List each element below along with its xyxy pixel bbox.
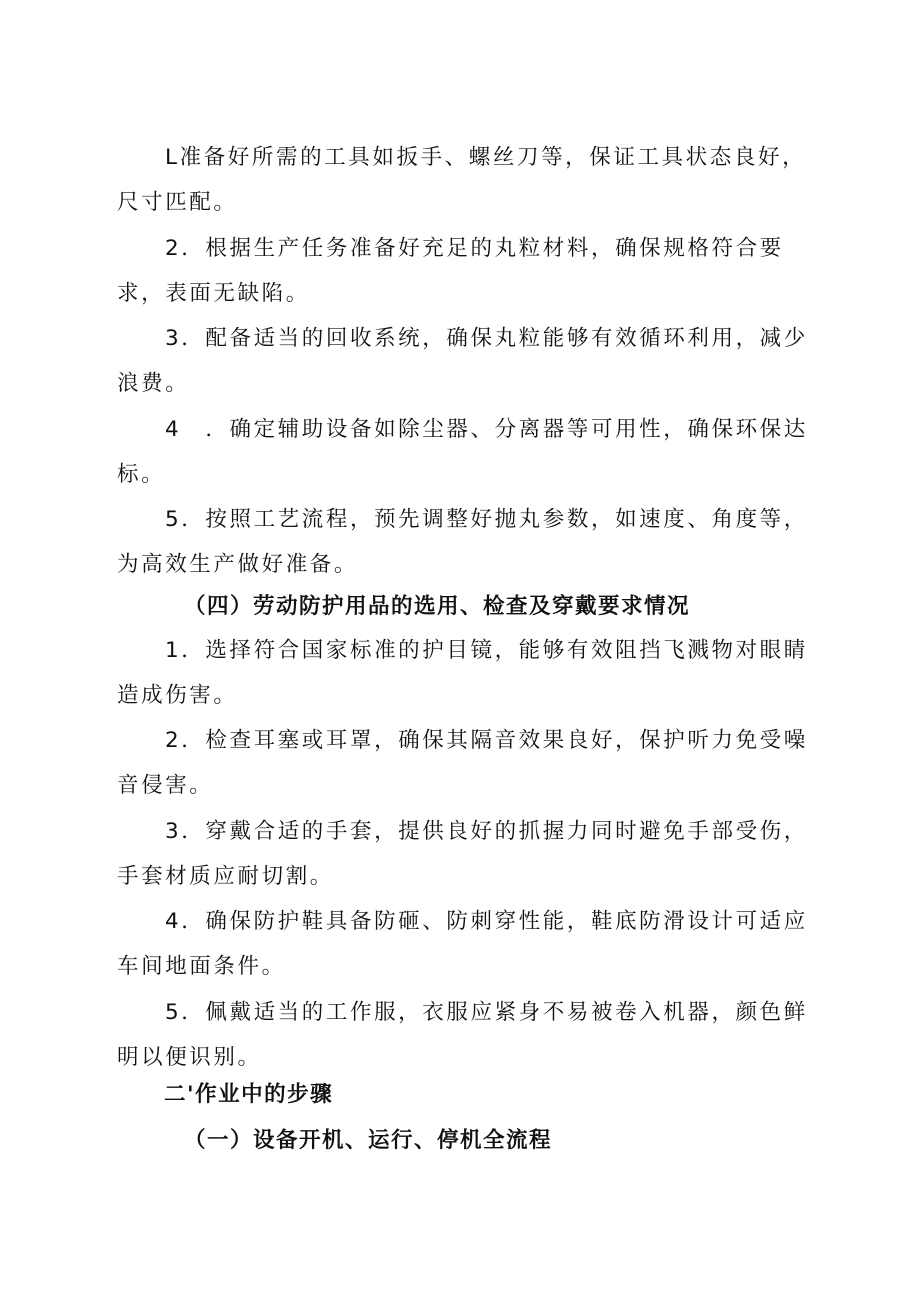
prep-item-5: 5．按照工艺流程，预先调整好抛丸参数，如速度、角度等，为高效生产做好准备。 <box>117 507 808 577</box>
prep-item-2: 2．根据生产任务准备好充足的丸粒材料，确保规格符合要求，表面无缺陷。 <box>117 236 784 306</box>
ppe-item-3: 3．穿戴合适的手套，提供良好的抓握力同时避免手部受伤，手套材质应耐切割。 <box>117 819 808 889</box>
prep-item-4: 4 ．确定辅助设备如除尘器、分离器等可用性，确保环保达标。 <box>117 417 808 487</box>
ppe-item-1: 1．选择符合国家标准的护目镜，能够有效阻挡飞溅物对眼睛造成伤害。 <box>117 638 808 708</box>
section-4-heading: （四）劳动防护用品的选用、检查及穿戴要求情况 <box>184 594 691 619</box>
chapter-2-heading: 二'作业中的步骤 <box>164 1082 334 1107</box>
ppe-item-4: 4．确保防护鞋具备防砸、防刺穿性能，鞋底防滑设计可适应车间地面条件。 <box>117 909 808 979</box>
ppe-item-2: 2．检查耳塞或耳罩，确保其隔音效果良好，保护听力免受噪音侵害。 <box>117 728 808 798</box>
prep-item-3: 3．配备适当的回收系统，确保丸粒能够有效循环利用，减少浪费。 <box>117 326 808 396</box>
subsection-1-heading: （一）设备开机、运行、停机全流程 <box>184 1128 553 1153</box>
prep-item-1: L准备好所需的工具如扳手、螺丝刀等，保证工具状态良好，尺寸匹配。 <box>117 145 807 215</box>
ppe-item-5: 5．佩戴适当的工作服，衣服应紧身不易被卷入机器，颜色鲜明以便识别。 <box>117 1000 808 1070</box>
